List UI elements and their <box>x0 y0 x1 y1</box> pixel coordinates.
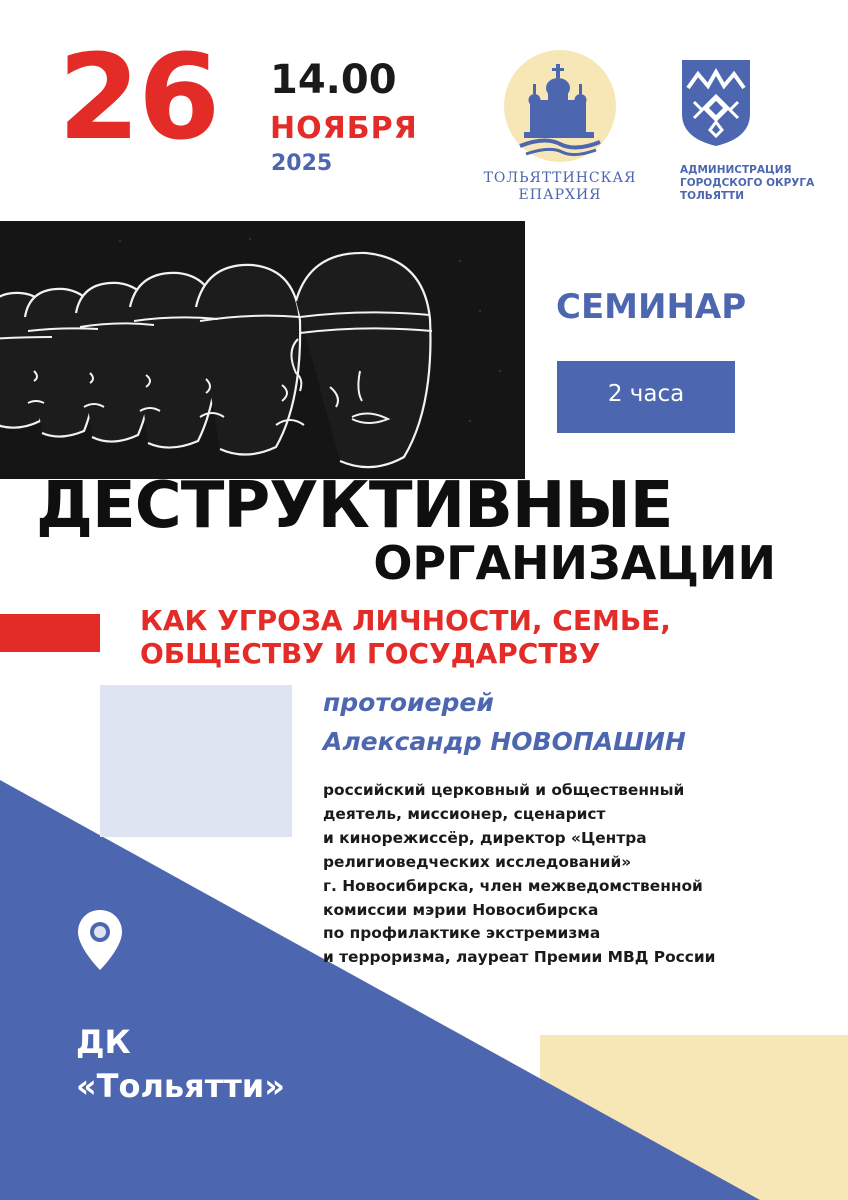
event-month: НОЯБРЯ <box>270 111 418 146</box>
event-day: 26 <box>58 28 219 166</box>
blindfolded-heads-illustration <box>0 221 525 479</box>
city-emblem-icon <box>680 58 752 148</box>
speaker-bio <box>323 779 823 970</box>
venue-line2: «Тольятти» <box>76 1067 285 1105</box>
administration-name: АДМИНИСТРАЦИЯ ГОРОДСКОГО ОКРУГА ТОЛЬЯТТИ <box>680 164 815 202</box>
event-title-line1: ДЕСТРУКТИВНЫЕ <box>36 469 673 543</box>
church-icon <box>500 48 620 168</box>
bio-line: и кинорежиссёр, директор «Центра <box>323 828 647 847</box>
bio-line: российский церковный и общественный <box>323 781 685 799</box>
event-time: 14.00 <box>270 57 397 103</box>
event-year: 2025 <box>271 151 333 176</box>
speaker-role: протоиерей <box>323 688 494 717</box>
event-title-line2: ОРГАНИЗАЦИИ <box>373 536 776 590</box>
eparchy-name: ТОЛЬЯТТИНСКАЯ ЕПАРХИЯ <box>483 170 637 203</box>
red-accent-bar <box>0 614 100 652</box>
bio-line: религиоведческих исследований» <box>323 852 632 871</box>
duration-badge <box>557 361 735 433</box>
event-subtitle <box>140 604 830 670</box>
speaker-name: Александр НОВОПАШИН <box>323 727 686 756</box>
light-blue-square <box>100 685 292 837</box>
bio-line: деятель, миссионер, сценарист <box>323 804 606 823</box>
eparchy-logo <box>470 48 650 208</box>
location-pin-icon <box>76 908 124 972</box>
bio-line: комиссии мэрии Новосибирска <box>323 900 599 919</box>
subtitle-line1: КАК УГРОЗА ЛИЧНОСТИ, СЕМЬЕ, <box>140 604 671 637</box>
venue-line1: ДК <box>76 1023 131 1061</box>
administration-logo <box>676 58 826 208</box>
event-format: СЕМИНАР <box>556 287 747 327</box>
bio-line: и терроризма, лауреат Премии МВД России <box>323 948 716 967</box>
venue-name <box>76 1020 285 1108</box>
bio-line: по профилактике экстремизма <box>323 924 601 943</box>
duration-label: 2 часа <box>607 381 685 407</box>
subtitle-line2: ОБЩЕСТВУ И ГОСУДАРСТВУ <box>140 637 601 670</box>
bio-line: г. Новосибирска, член межведомственной <box>323 876 703 895</box>
